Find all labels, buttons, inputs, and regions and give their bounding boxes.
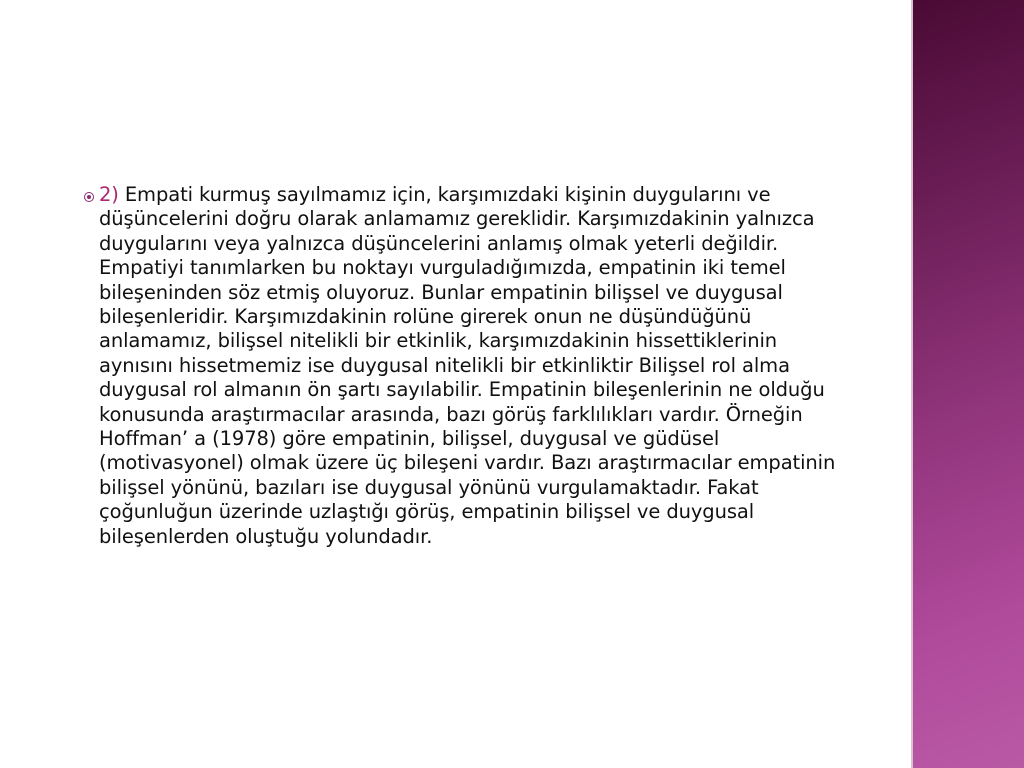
bullet-text: [99, 183, 854, 549]
circle-bullet-icon: [84, 192, 94, 202]
bullet-item: [84, 183, 854, 549]
bullet-number: 2): [99, 183, 119, 206]
decorative-side-band: [911, 0, 1024, 768]
slide-content: [84, 183, 854, 549]
bullet-body: Empati kurmuş sayılmamız için, karşımızdaki kişinin duygularını ve düşüncelerini doğru olarak anlamamız gereklidir. Karşımızdakinin yalnızca duygularını veya yalnızca düşüncelerini anlamış olmak yeterli değildir. Empatiyi tanımlarken bu noktayı vurguladığımızda, empatinin iki temel bileşeninden söz etmiş oluyoruz. Bunlar empatinin bilişsel ve duygusal bileşenleridir. Karşımızdakinin rolüne girerek onun ne düşündüğünü anlamamız, bilişsel nitelikli bir etkinlik, karşımızdakinin hissettiklerinin aynısını hissetmemiz ise duygusal nitelikli bir etkinliktir Bilişsel rol alma duygusal rol almanın ön şartı sayılabilir. Empatinin bileşenlerinin ne olduğu konusunda araştırmacılar arasında, bazı görüş farklılıkları vardır. Örneğin Hoffman’ a (1978) göre empatinin, bilişsel, duygusal ve güdüsel (motivasyonel) olmak üzere üç bileşeni vardır. Bazı araştırmacılar empatinin bilişsel yönünü, bazıları ise duygusal yönünü vurgulamaktadır. Fakat çoğunluğun üzerinde uzlaştığı görüş, empatinin bilişsel ve duygusal bileşenlerden oluştuğu yolundadır.: [99, 183, 836, 548]
